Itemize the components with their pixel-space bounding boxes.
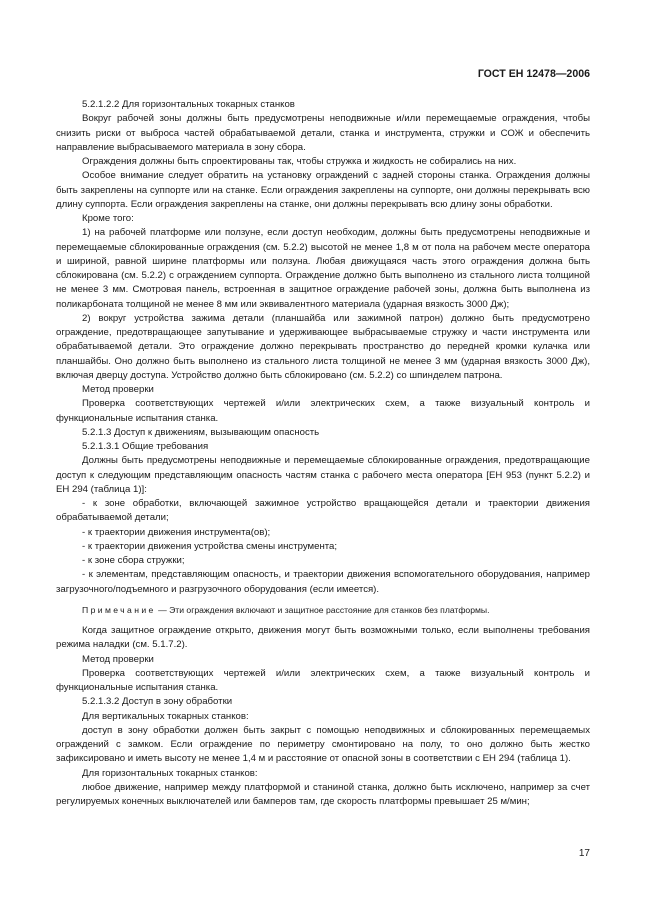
document-body bbox=[56, 98, 590, 809]
paragraph: Должны быть предусмотрены неподвижные и перемещаемые сблокированные ограждения, предотвращающие доступ к следующим представляющим опасность частям станка с рабочего места оператора [ЕН 953 (пункт 5.2.2) и ЕН 294 (таблица 1)]: bbox=[56, 455, 590, 495]
document-code-header: ГОСТ ЕН 12478—2006 bbox=[477, 68, 590, 80]
list-item: 2) вокруг устройства зажима детали (планшайба или зажимной патрон) должно быть предусмотрено ограждение, предотвращающее запутывание и удерживающее выбрасываемые стружку и части инструмента или обрабатываемой детали. Это ограждение должно перекрывать пространство до передней кромки кулачка или планшайбы. Оно должно быть выполнено из стального листа толщиной не менее 3 мм (ударная вязкость 3000 Дж), включая дверцу доступа. Устройство должно быть сблокировано (см. 5.2.2) со шпинделем патрона. bbox=[56, 312, 590, 381]
section-heading: 5.2.1.2.2 Для горизонтальных токарных станков bbox=[82, 99, 295, 110]
section-heading: 5.2.1.3.2 Доступ в зону обработки bbox=[82, 696, 233, 708]
note-text: — Эти ограждения включают и защитное расстояние для станков без платформы. bbox=[155, 604, 490, 615]
paragraph: Проверка соответствующих чертежей и/или электрических схем, а также визуальный контроль и функциональные испытания станка. bbox=[56, 398, 590, 424]
paragraph: любое движение, например между платформой и станиной станка, должно быть исключено, например за счет регулируемых конечных выключателей или бамперов там, где скорость платформы превышает 25 м/мин; bbox=[56, 781, 590, 807]
paragraph: Кроме того: bbox=[82, 213, 134, 224]
list-item: - к траектории движения устройства смены инструмента; bbox=[82, 540, 338, 552]
paragraph: Когда защитное ограждение открыто, движения могут быть возможными только, если выполнены требования режима наладки (см. 5.1.7.2). bbox=[56, 625, 590, 651]
paragraph: Особое внимание следует обратить на установку ограждений с задней стороны станка. Ограждения должны быть закреплены на суппорте или на станке. Если ограждения закреплены на суппорте, они должны перекрывать всю длину суппорта. Если ограждения закреплены на станке, они должны перекрывать всю длину зоны обработки. bbox=[56, 170, 590, 210]
page-number: 17 bbox=[578, 848, 590, 859]
paragraph: доступ в зону обработки должен быть закрыт с помощью неподвижных и сблокированных перемещаемых ограждений с замком. Если ограждение по периметру смонтировано на полу, то оно должно быть жестко зафиксировано и иметь высоту не менее 1,4 м и расстояние от опасной зоны в соответствии с ЕН 294 (таблица 1). bbox=[56, 724, 590, 765]
note-label: Примечание bbox=[82, 604, 156, 615]
paragraph: Ограждения должны быть спроектированы так, чтобы стружка и жидкость не собирались на них. bbox=[82, 156, 517, 167]
paragraph: Метод проверки bbox=[82, 653, 154, 665]
paragraph: Вокруг рабочей зоны должны быть предусмотрены неподвижные и/или перемещаемые ограждения, чтобы снизить риски от выброса частей обрабатываемой детали, станка и инструмента, стружки и СОЖ и обеспечить направление выбрасываемого материала в зону сбора. bbox=[56, 113, 590, 153]
list-item: - к элементам, представляющим опасность, и траектории движения вспомогательного оборудования, например загрузочного/подъемного и разгрузочного оборудования (если имеется). bbox=[56, 569, 590, 595]
paragraph: Проверка соответствующих чертежей и/или электрических схем, а также визуальный контроль и функциональные испытания станка. bbox=[56, 667, 590, 693]
list-item: 1) на рабочей платформе или ползуне, если доступ необходим, должны быть предусмотрены неподвижные и перемещаемые сблокированные ограждения (см. 5.2.2) высотой не менее 1,8 м от пола на рабочем месте оператора и шириной, равной ширине платформы или ползуна. Любая движущаяся часть этого ограждения должна быть сблокирована (см. 5.2.2) с ограждением суппорта. Ограждение должно быть выполнено из стального листа толщиной не менее 3 мм. Смотровая панель, встроенная в защитное ограждение рабочей зоны, должна быть выполнена из поликарбоната толщиной не менее 8 мм или эквивалентного материала (ударная вязкость 3000 Дж); bbox=[56, 227, 590, 310]
section-heading: 5.2.1.3 Доступ к движениям, вызывающим опасность bbox=[82, 426, 320, 438]
list-item: - к зоне обработки, включающей зажимное устройство вращающейся детали и траектории движения обрабатываемой детали; bbox=[56, 498, 590, 524]
note bbox=[56, 603, 590, 617]
paragraph: Для вертикальных токарных станков: bbox=[82, 710, 249, 722]
section-heading: 5.2.1.3.1 Общие требования bbox=[82, 441, 209, 452]
paragraph: Для горизонтальных токарных станков: bbox=[82, 767, 258, 779]
list-item: - к зоне сбора стружки; bbox=[82, 555, 185, 566]
paragraph: Метод проверки bbox=[82, 384, 154, 395]
list-item: - к траектории движения инструмента(ов); bbox=[82, 526, 271, 538]
